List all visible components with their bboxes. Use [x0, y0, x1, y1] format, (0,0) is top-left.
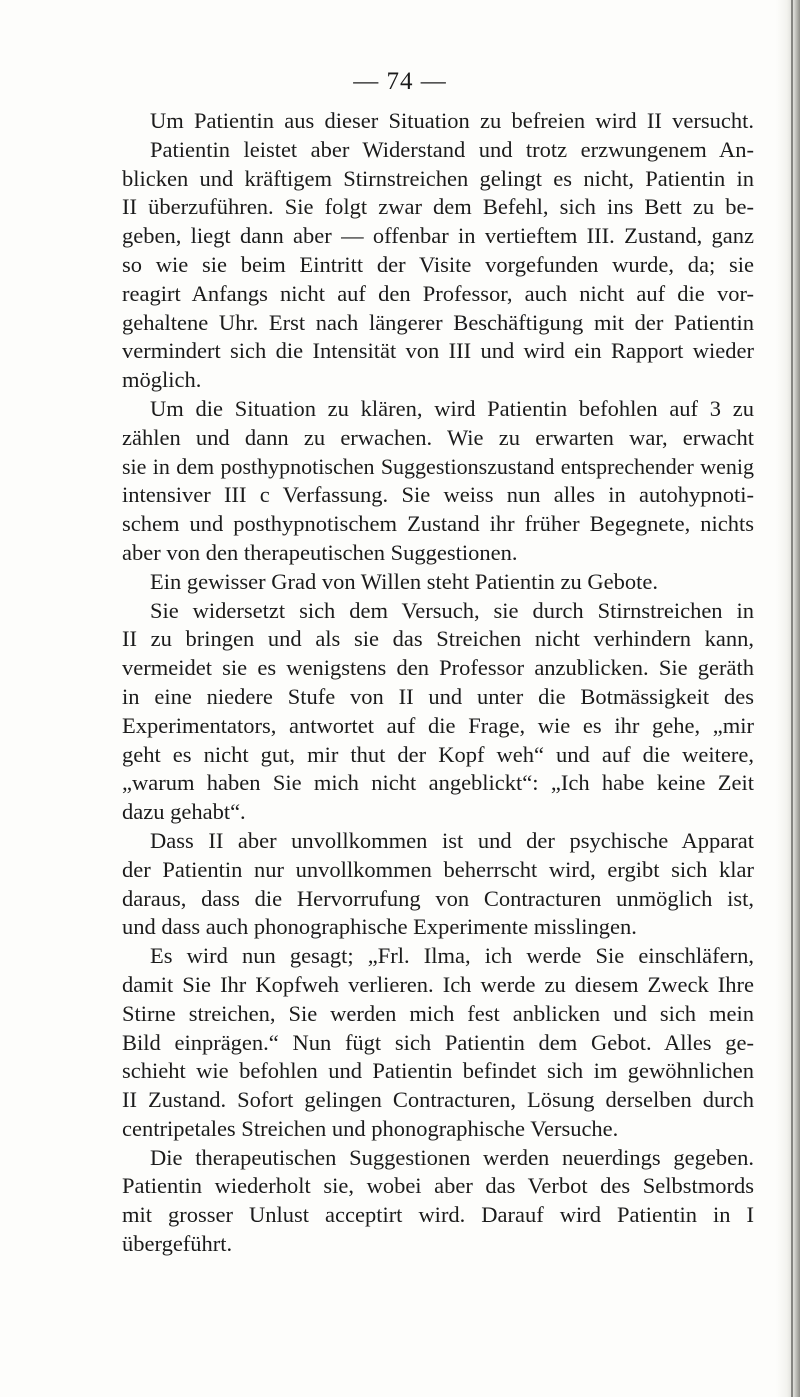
text-line: in eine niedere Stufe von II und unter die Botmässigkeit des [122, 683, 754, 709]
text-line: schem und posthypnotischem Zustand ihr früher Begegnete, nichts [122, 511, 754, 537]
text-line: Dass II aber unvollkommen ist und der psychische Apparat [150, 827, 754, 853]
text-line: II zu bringen und als sie das Streichen nicht verhindern kann, [122, 626, 754, 652]
text-line: Sie widersetzt sich dem Versuch, sie durch Stirnstreichen in [150, 597, 754, 623]
page-number: — 74 — [353, 68, 447, 95]
text-line: übergeführt. [122, 1231, 233, 1257]
book-spine-edge [791, 0, 793, 1397]
text-line: centripetales Streichen und phonographische Versuche. [122, 1115, 619, 1141]
text-line: II Zustand. Sofort gelingen Contracturen, Lösung derselben durch [122, 1087, 754, 1113]
text-line: schieht wie befohlen und Patientin befindet sich im gewöhnlichen [122, 1058, 754, 1084]
text-line: geht es nicht gut, mir thut der Kopf weh“ und auf die weitere, [122, 741, 754, 767]
text-line: der Patientin nur unvollkommen beherrscht wird, ergibt sich klar [122, 856, 754, 882]
text-line: zählen und dann zu erwachen. Wie zu erwarten war, erwacht [122, 424, 754, 450]
text-line: II überzuführen. Sie folgt zwar dem Befehl, sich ins Bett zu be- [122, 194, 754, 220]
text-line: aber von den therapeutischen Suggestionen. [122, 539, 518, 565]
text-line: intensiver III c Verfassung. Sie weiss nun alles in autohypnoti- [122, 482, 754, 508]
text-line: Bild einprägen.“ Nun fügt sich Patientin dem Gebot. Alles ge- [122, 1029, 754, 1055]
text-line: und dass auch phonographische Experimente misslingen. [122, 914, 637, 940]
text-line: blicken und kräftigem Stirnstreichen gelingt es nicht, Patientin in [122, 165, 754, 191]
text-line: mit grosser Unlust acceptirt wird. Darauf wird Patientin in I [122, 1202, 754, 1228]
text-line: Um die Situation zu klären, wird Patientin befohlen auf 3 zu [150, 395, 754, 421]
text-line: Stirne streichen, Sie werden mich fest anblicken und sich mein [122, 1000, 754, 1026]
text-line: Ein gewisser Grad von Willen steht Patientin zu Gebote. [150, 568, 658, 594]
text-line: so wie sie beim Eintritt der Visite vorgefunden wurde, da; sie [122, 251, 754, 277]
text-line: Patientin wiederholt sie, wobei aber das Verbot des Selbstmords [122, 1173, 754, 1199]
text-line: Die therapeutischen Suggestionen werden neuerdings gegeben. [150, 1144, 754, 1170]
text-line: sie in dem posthypnotischen Suggestionszustand entsprechender wenig [122, 453, 754, 479]
text-line: damit Sie Ihr Kopfweh verlieren. Ich werde zu diesem Zweck Ihre [122, 971, 754, 997]
text-line: Es wird nun gesagt; „Frl. Ilma, ich werde Sie einschläfern, [150, 943, 754, 969]
text-line: vermeidet sie es wenigstens den Professor anzublicken. Sie geräth [122, 655, 754, 681]
text-line: „warum haben Sie mich nicht angeblickt“: „Ich habe keine Zeit [122, 770, 754, 796]
text-line: dazu gehabt“. [122, 799, 246, 825]
body-text [122, 107, 754, 1259]
text-line: Experimentators, antwortet auf die Frage, wie es ihr gehe, „mir [122, 712, 754, 738]
text-line: Um Patientin aus dieser Situation zu befreien wird II versucht. [150, 108, 754, 133]
text-line: daraus, dass die Hervorrufung von Contracturen unmöglich ist, [122, 885, 754, 911]
text-line: vermindert sich die Intensität von III und wird ein Rapport wieder [122, 338, 754, 364]
page-edge-shadow [776, 0, 800, 1397]
text-line: reagirt Anfangs nicht auf den Professor, auch nicht auf die vor- [122, 280, 754, 306]
text-line: geben, liegt dann aber — offenbar in vertieftem III. Zustand, ganz [122, 223, 754, 249]
text-line: gehaltene Uhr. Erst nach längerer Beschäftigung mit der Patientin [122, 309, 754, 335]
text-line: Patientin leistet aber Widerstand und trotz erzwungenem An- [150, 136, 754, 162]
text-line: möglich. [122, 367, 202, 393]
